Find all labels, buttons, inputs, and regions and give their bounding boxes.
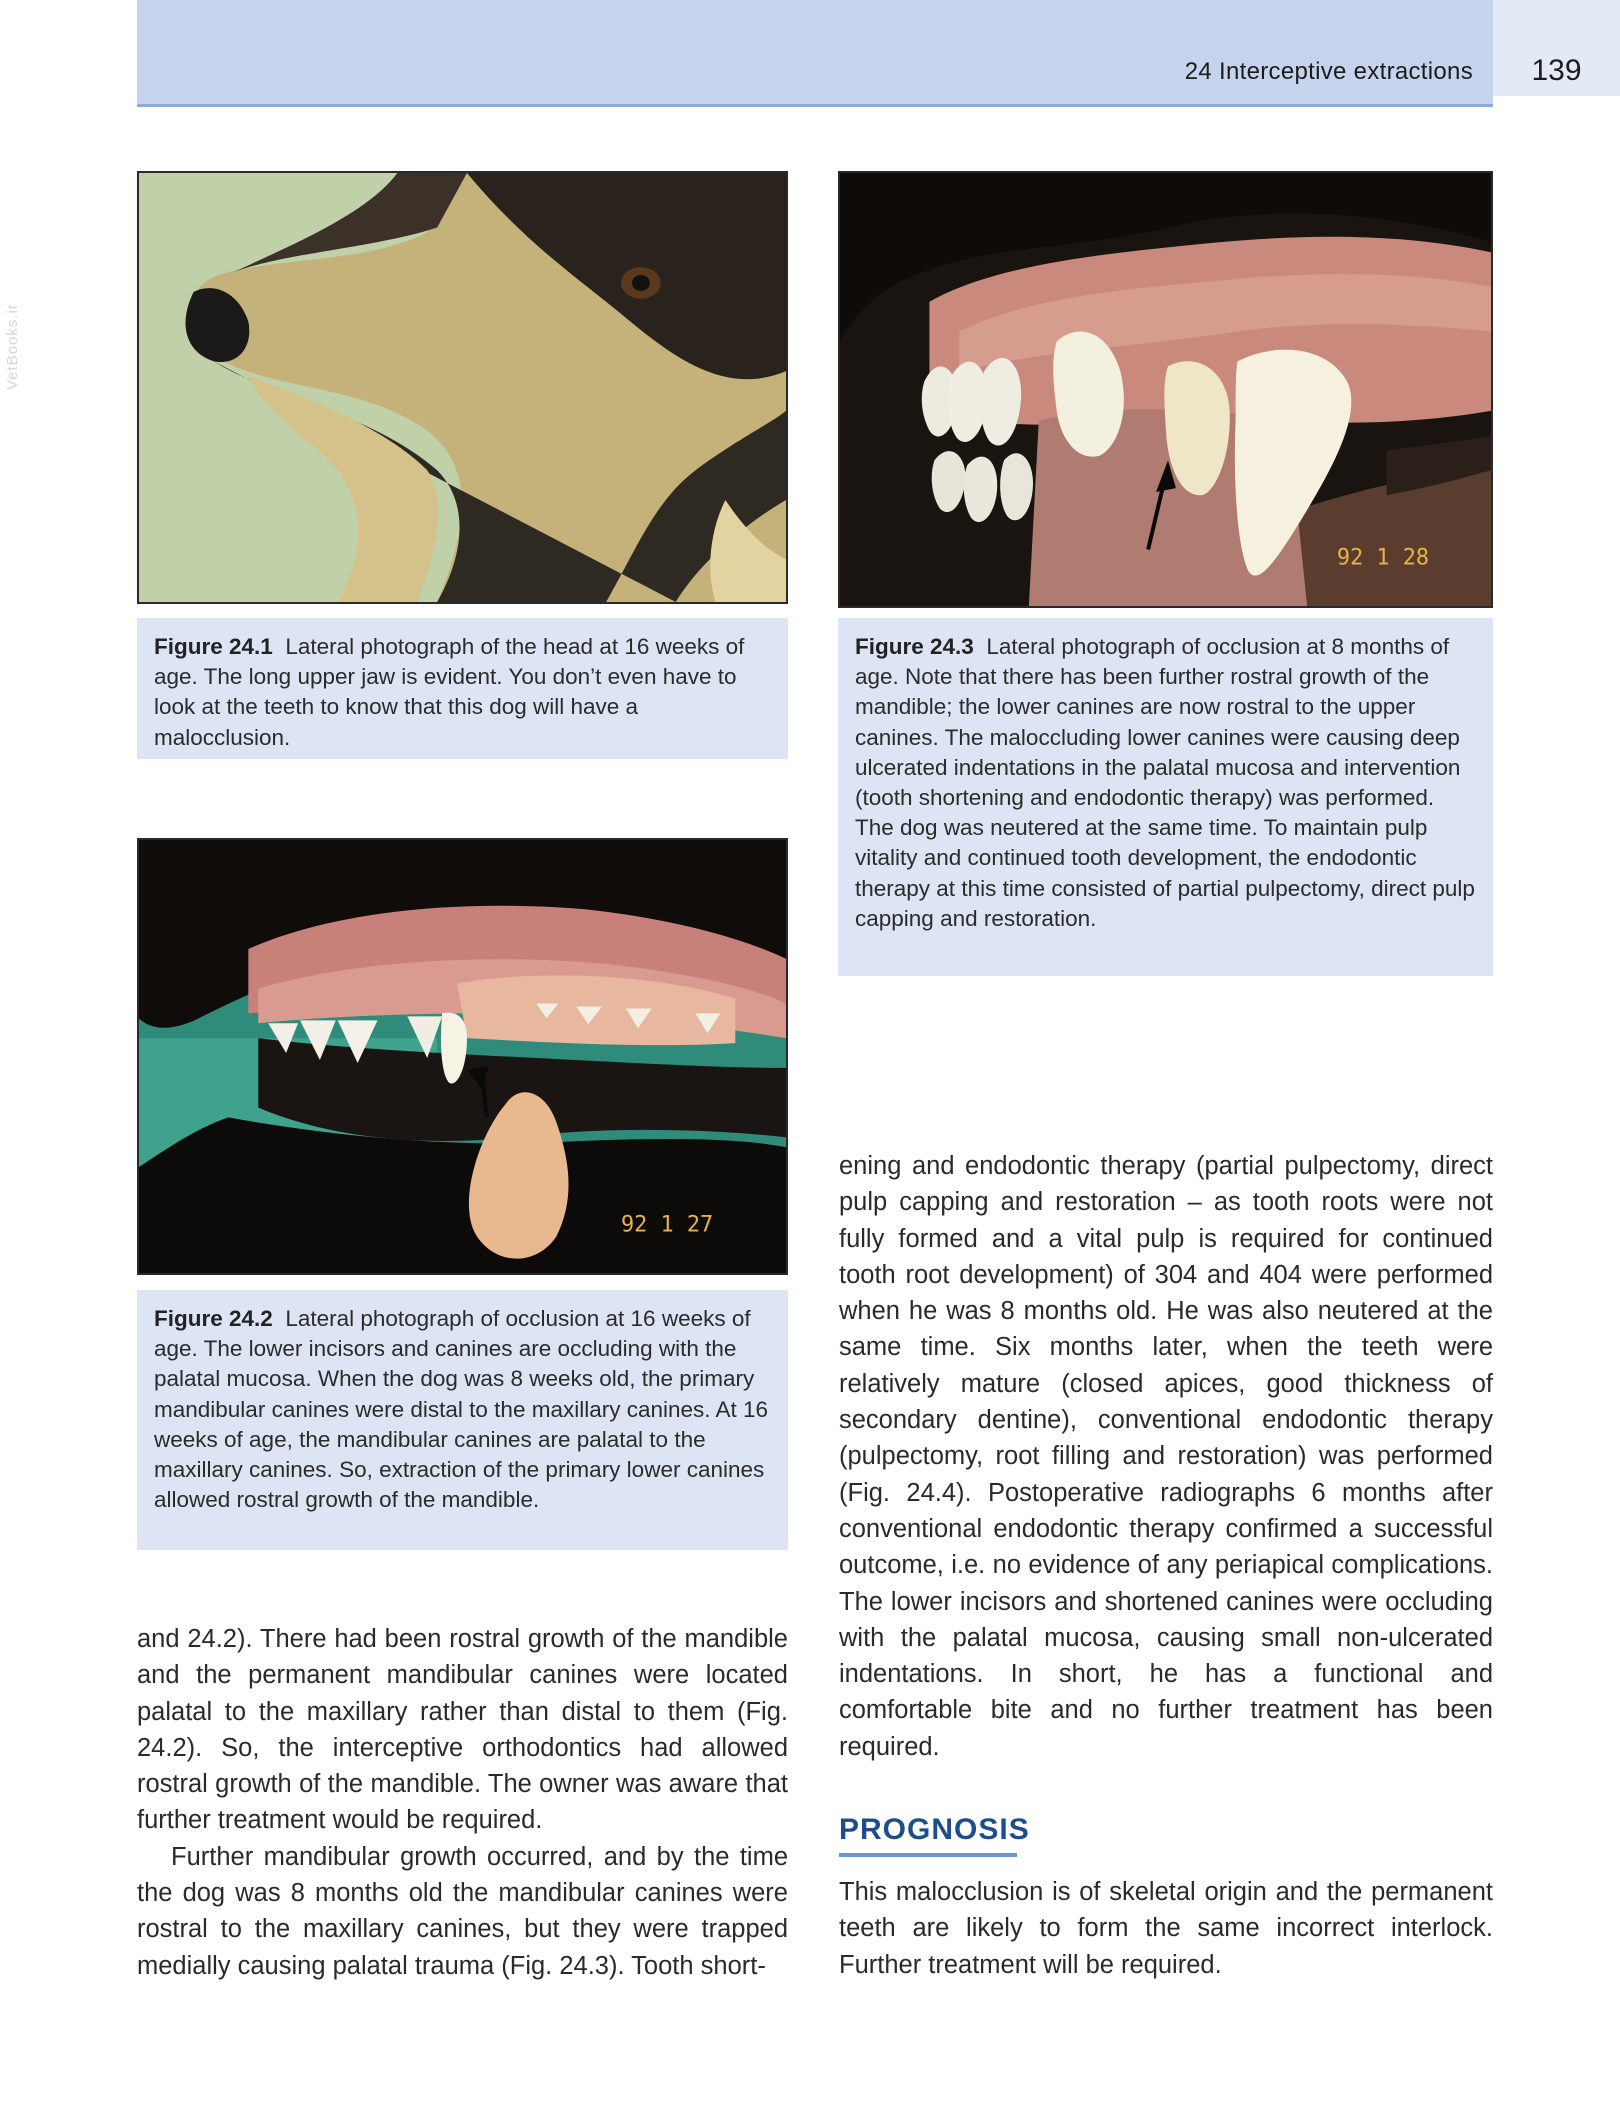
figure-24-3-caption-text: Lateral photograph of occlusion at 8 months of age. Note that there has been further rostral growth of the mandible; the lower canines are now rostral to the upper canines. The maloccluding lower canines were causing deep ulcerated indentations in the palatal mucosa and intervention (tooth shortening and endodontic therapy) was performed. The dog was neutered at the same time. To maintain pulp vitality and continued tooth development, the endodontic therapy at this time consisted of partial pulpectomy, direct pulp capping and restoration. xyxy=(855,634,1475,931)
left-column-body xyxy=(137,1621,788,1984)
figure-24-3-label: Figure 24.3 xyxy=(855,634,974,659)
figure-24-2-date-stamp: 92 1 27 xyxy=(621,1212,714,1238)
page-number: 139 xyxy=(1531,54,1582,87)
prognosis-heading-rule xyxy=(839,1853,1017,1857)
figure-24-1-caption xyxy=(137,618,788,759)
prognosis-heading: PROGNOSIS xyxy=(839,1813,1030,1846)
running-header-band xyxy=(137,0,1493,107)
chapter-title: 24 Interceptive extractions xyxy=(1184,58,1473,85)
figure-24-1-photo xyxy=(137,171,788,604)
figure-24-2-caption-text: Lateral photograph of occlusion at 16 weeks of age. The lower incisors and canines are occluding with the palatal mucosa. When the dog was 8 weeks old, the primary mandibular canines were distal to the maxillary canines. At 16 weeks of age, the mandibular canines are palatal to the maxillary canines. So, extraction of the primary lower canines allowed rostral growth of the mandible. xyxy=(154,1306,769,1513)
figure-24-3-photo xyxy=(838,171,1493,608)
watermark: VetBooks.ir xyxy=(4,303,21,390)
right-column-body xyxy=(839,1148,1493,1765)
figure-24-1-caption-text: Lateral photograph of the head at 16 weeks of age. The long upper jaw is evident. You don’t even have to look at the teeth to know that this dog will have a malocclusion. xyxy=(154,634,745,750)
figure-24-3-caption xyxy=(838,618,1493,976)
right-paragraph-1: ening and endodontic therapy (partial pulpectomy, direct pulp capping and restoration – as tooth roots were not fully formed and a vital pulp is required for continued tooth root development) of 304 and 404 were performed when he was 8 months old. He was also neutered at the same time. Six months later, when the teeth were relatively mature (closed apices, good thickness of secondary dentine), conventional endodontic therapy (pulpectomy, root filling and restoration) was performed (Fig. 24.4). Postoperative radiographs 6 months after conventional endodontic therapy confirmed a successful outcome, i.e. no evidence of any periapical complications. The lower incisors and shortened canines were occluding with the palatal mucosa, causing small non-ulcerated indentations. In short, he has a functional and comfortable bite and no further treatment has been required. xyxy=(839,1152,1493,1761)
figure-24-2-caption xyxy=(137,1290,788,1550)
prognosis-body xyxy=(839,1874,1493,1983)
prognosis-paragraph: This malocclusion is of skeletal origin and the permanent teeth are likely to form the same incorrect interlock. Further treatment will be required. xyxy=(839,1878,1493,1979)
figure-24-2-label: Figure 24.2 xyxy=(154,1306,273,1331)
left-paragraph-1: and 24.2). There had been rostral growth of the mandible and the permanent mandibular canines were located palatal to the maxillary rather than distal to them (Fig. 24.2). So, the interceptive orthodontics had allowed rostral growth of the mandible. The owner was aware that further treatment would be required. xyxy=(137,1625,788,1835)
figure-24-3-date-stamp: 92 1 28 xyxy=(1336,545,1430,571)
figure-24-1-label: Figure 24.1 xyxy=(154,634,273,659)
left-paragraph-2: Further mandibular growth occurred, and by the time the dog was 8 months old the mandibular canines were rostral to the maxillary canines, but they were trapped medially causing palatal trauma (Fig. 24.3). Tooth short- xyxy=(137,1842,788,1980)
figure-24-2-photo xyxy=(137,838,788,1275)
